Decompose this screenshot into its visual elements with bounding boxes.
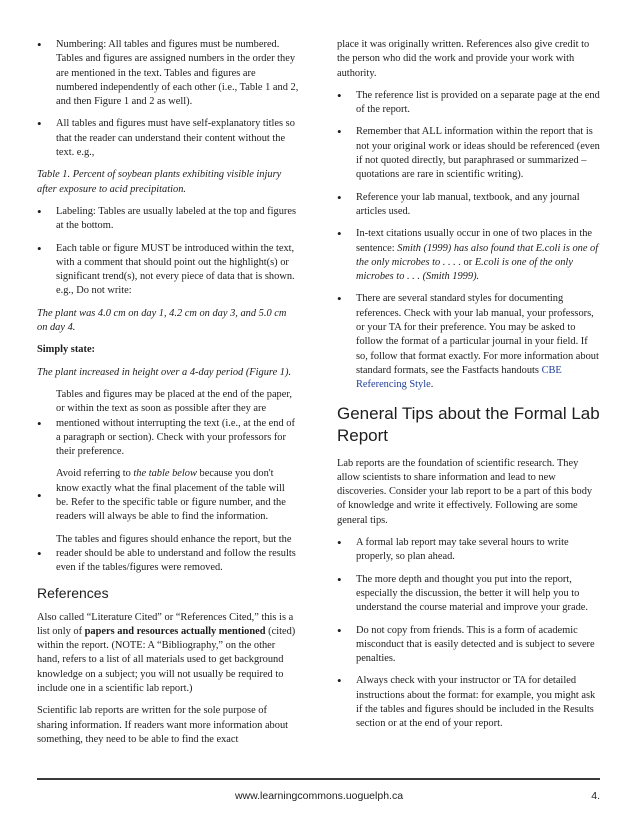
bullet-icon: •: [37, 37, 42, 52]
simply-state-label: Simply state:: [37, 344, 96, 356]
good-example: The plant increased in height over a 4-day period (Figure 1).: [37, 366, 292, 378]
bullet-text: Remember that ALL information within the report that is not your original work or ideas should be referenced (even if not quoted directly, but paraphrased or summarized – quotations are rare in scientific writing).: [356, 126, 600, 181]
bullet-text: Always check with your instructor or TA for detailed instructions about the format: for example, you might ask if the tables and figures should be included in the Results section or at the end of your report.: [356, 675, 596, 730]
bullet-icon: •: [337, 291, 342, 307]
list-item: [37, 467, 299, 524]
list-item: [337, 536, 600, 565]
bullet-text: Labeling: Tables are usually labeled at the top and figures at the bottom.: [56, 205, 297, 232]
list-item: [337, 674, 600, 731]
continued-paragraph: place it was originally written. References also give credit to the person who did the work and provide your work with authority.: [337, 39, 590, 79]
bullet-text: Avoid referring to the table below because you don't know exactly what the final placement of the table will be. Refer to the specific table or figure number, and the readers will always be able to find the information.: [56, 468, 286, 523]
bullet-text: All tables and figures must have self-explanatory titles so that the reader can understand their content without the text. e.g.,: [56, 118, 295, 159]
bullet-icon: •: [37, 415, 42, 431]
bullet-icon: •: [337, 226, 342, 242]
list-item: [337, 125, 600, 182]
list-item: [37, 117, 299, 160]
list-item: [37, 205, 299, 234]
bullet-icon: •: [37, 546, 42, 562]
list-item: [37, 533, 299, 576]
bullet-text: A formal lab report may take several hours to write properly, so plan ahead.: [356, 537, 569, 563]
list-item: [337, 292, 600, 392]
table-title-example: Table 1. Percent of soybean plants exhibiting visible injury after exposure to acid precipitation.: [37, 169, 282, 195]
list-item: [337, 191, 600, 220]
footer-divider: [37, 778, 600, 780]
list-item: [37, 38, 299, 109]
references-heading: References: [37, 584, 109, 601]
list-item: [337, 573, 600, 616]
bullet-text: The more depth and thought you put into the report, especially the discussion, the better it will help you to understand the course material and improve your grade.: [356, 573, 588, 614]
bullet-icon: •: [337, 87, 342, 103]
bullet-text: In-text citations usually occur in one of two places in the sentence: Smith (1999) has also found that E.coli is one of the only microbes to . . . . or E.coli is one of the only microbes to . . . (Smith 1999).: [356, 228, 599, 283]
list-item: [337, 227, 600, 284]
list-item: [37, 242, 299, 299]
bullet-icon: •: [337, 124, 342, 140]
bullet-text: Tables and figures may be placed at the end of the paper, or within the text as soon as possible after they are mentioned without interrupting the text (i.e., at the end of a paragraph or section). Check with your professors for their preference.: [56, 388, 295, 458]
list-item: [337, 89, 600, 118]
bullet-text: Each table or figure MUST be introduced within the text, with a comment that should point out the highlight(s) or significant trend(s), not every piece of data that is shown. e.g., Do not write:: [56, 242, 295, 297]
bullet-icon: •: [337, 189, 342, 205]
bullet-icon: •: [37, 240, 42, 256]
list-item: [337, 624, 600, 667]
bullet-text: The reference list is provided on a separate page at the end of the report.: [356, 89, 600, 116]
bad-example: The plant was 4.0 cm on day 1, 4.2 cm on day 3, and 5.0 cm on day 4.: [37, 307, 287, 334]
bullet-icon: •: [37, 116, 42, 132]
tips-paragraph: Lab reports are the foundation of scientific research. They allow scientists to share information and lead to new discoveries. Consider your lab report to be a part of this body of knowledge and write it effectively. Following are some general tips.: [337, 457, 593, 526]
bullet-icon: •: [337, 673, 342, 689]
footer-url[interactable]: www.learningcommons.uoguelph.ca: [234, 790, 404, 802]
page-number: 4.: [591, 790, 600, 802]
bullet-icon: •: [337, 571, 342, 587]
bullet-icon: •: [37, 203, 42, 219]
list-item: [37, 388, 299, 459]
general-tips-heading: General Tips about the Formal Lab Report: [337, 403, 600, 445]
bullet-text: Numbering: All tables and figures must be numbered. Tables and figures are assigned numbers in the order they are mentioned in the text. Tables and figures are numbered independently of each other (i.e., Table 1 and 2, and then Figure 1 and 2 as well).: [56, 39, 299, 108]
references-paragraph: Also called “Literature Cited” or “References Cited,” this is a list only of papers and resources actually mentioned (cited) within the report. (NOTE: A “Bibliography,” on the other hand, refers to a list of all materials used to get background knowledge on a subject; you will not usually be required to include one in a scientific lab report.): [37, 611, 296, 694]
bullet-icon: •: [37, 488, 42, 504]
bullet-icon: •: [337, 535, 342, 551]
references-paragraph-2: Scientific lab reports are written for the sole purpose of sharing information. If readers want more information about something, they need to be able to find the exact: [37, 705, 289, 745]
cbe-referencing-style-link[interactable]: CBE Referencing Style: [356, 364, 562, 391]
bullet-text: There are several standard styles for documenting references. Check with your lab manual, your professors, or your TA for their preference. You may be asked to follow the format of a particular journal in your field. If so, follow that format exactly. For more information about standard formats, see the Fastfacts handouts CBE Referencing Style.: [356, 293, 599, 391]
bullet-icon: •: [337, 622, 342, 638]
right-column: [337, 38, 600, 740]
bullet-text: Do not copy from friends. This is a form of academic misconduct that is easily detected and is subject to severe penalties.: [356, 624, 595, 665]
left-column: [37, 38, 299, 755]
bullet-text: Reference your lab manual, textbook, and any journal articles used.: [356, 191, 580, 217]
bullet-text: The tables and figures should enhance the report, but the reader should be able to understand and follow the results even if the tables/figures were removed.: [56, 533, 296, 574]
